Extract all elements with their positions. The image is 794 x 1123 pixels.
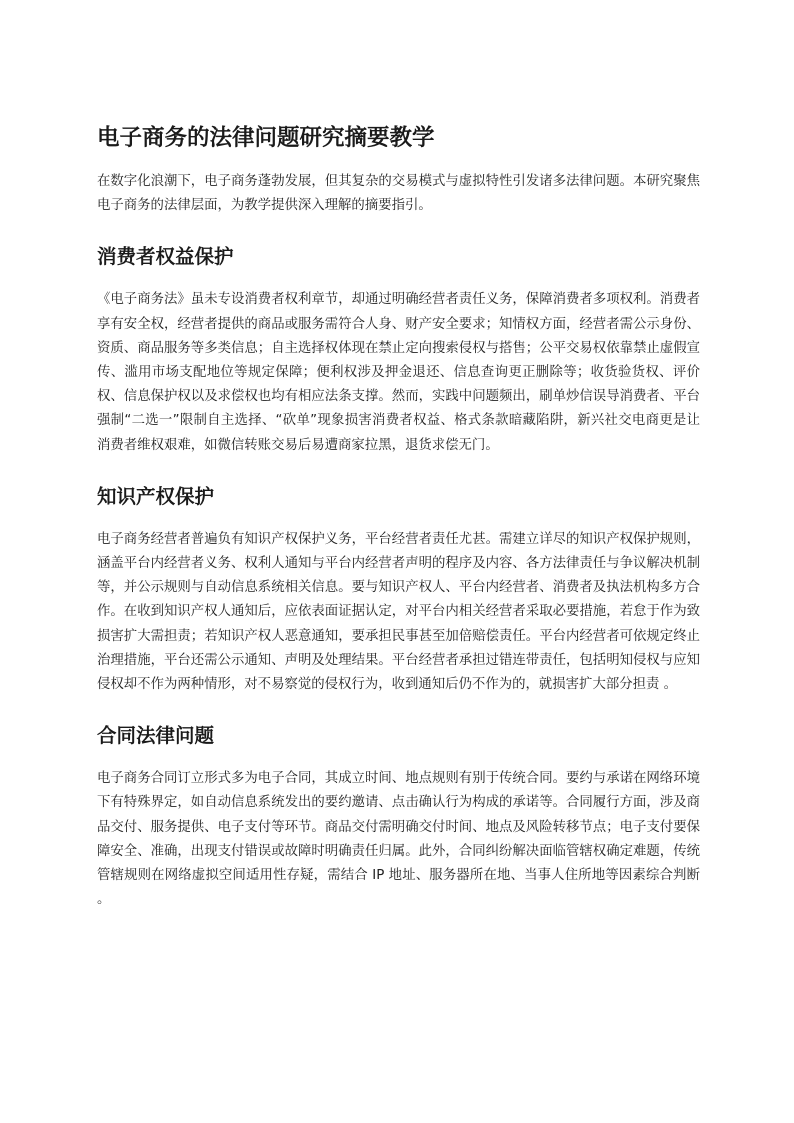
section-paragraph: 电子商务合同订立形式多为电子合同，其成立时间、地点规则有别于传统合同。要约与承诺在网络环境下有特殊界定，如自动信息系统发出的要约邀请、点击确认行为构成的承诺等。合同履行方面，涉及商品交付、服务提供、电子支付等环节。商品交付需明确交付时间、地点及风险转移节点；电子支付要保障安全、准确，出现支付错误或故障时明确责任归属。此外，合同纠纷解决面临管辖权确定难题，传统管辖规则在网络虚拟空间适用性存疑，需结合 IP 地址、服务器所在地、当事人住所地等因素综合判断 。 bbox=[97, 771, 700, 908]
intro-paragraph: 在数字化浪潮下，电子商务蓬勃发展，但其复杂的交易模式与虚拟特性引发诸多法律问题。本研究聚焦电子商务的法律层面，为教学提供深入理解的摘要指引。 bbox=[97, 174, 700, 214]
section-heading: 知识产权保护 bbox=[97, 484, 215, 508]
section-intellectual-property bbox=[97, 480, 700, 697]
section-heading: 消费者权益保护 bbox=[97, 245, 234, 269]
section-paragraph: 电子商务经营者普遍负有知识产权保护义务，平台经营者责任尤甚。需建立详尽的知识产权保护规则，涵盖平台内经营者义务、权利人通知与平台内经营者声明的程序及内容、各方法律责任与争议解决机制等，并公示规则与自动信息系统相关信息。要与知识产权人、平台内经营者、消费者及执法机构多方合作。在收到知识产权人通知后，应依表面证据认定，对平台内相关经营者采取必要措施，若怠于作为致损害扩大需担责；若知识产权人恶意通知，要承担民事甚至加倍赔偿责任。平台内经营者可依规定终止治理措施，平台还需公示通知、声明及处理结果。平台经营者承担过错连带责任，包括明知侵权与应知侵权却不作为两种情形，对不易察觉的侵权行为，收到通知后仍不作为的，就损害扩大部分担责 。 bbox=[97, 531, 700, 693]
section-heading: 合同法律问题 bbox=[97, 724, 215, 748]
section-paragraph: 《电子商务法》虽未专设消费者权利章节，却通过明确经营者责任义务，保障消费者多项权利。消费者享有安全权，经营者提供的商品或服务需符合人身、财产安全要求；知情权方面，经营者需公示身份、资质、商品服务等多类信息；自主选择权体现在禁止定向搜索侵权与搭售；公平交易权依靠禁止虚假宣传、滥用市场支配地位等规定保障；便利权涉及押金退还、信息查询更正删除等；收货验货权、评价权、信息保护权以及求偿权也均有相应法条支撑。然而，实践中问题频出，刷单炒信误导消费者、平台强制“二选一”限制自主选择、“砍单”现象损害消费者权益、格式条款暗藏陷阱，新兴社交电商更是让消费者维权艰难，如微信转账交易后易遭商家拉黑，退货求偿无门。 bbox=[97, 292, 700, 453]
document-title: 电子商务的法律问题研究摘要教学 bbox=[97, 125, 435, 151]
section-contract-law bbox=[97, 719, 700, 912]
section-consumer-rights bbox=[97, 240, 700, 457]
